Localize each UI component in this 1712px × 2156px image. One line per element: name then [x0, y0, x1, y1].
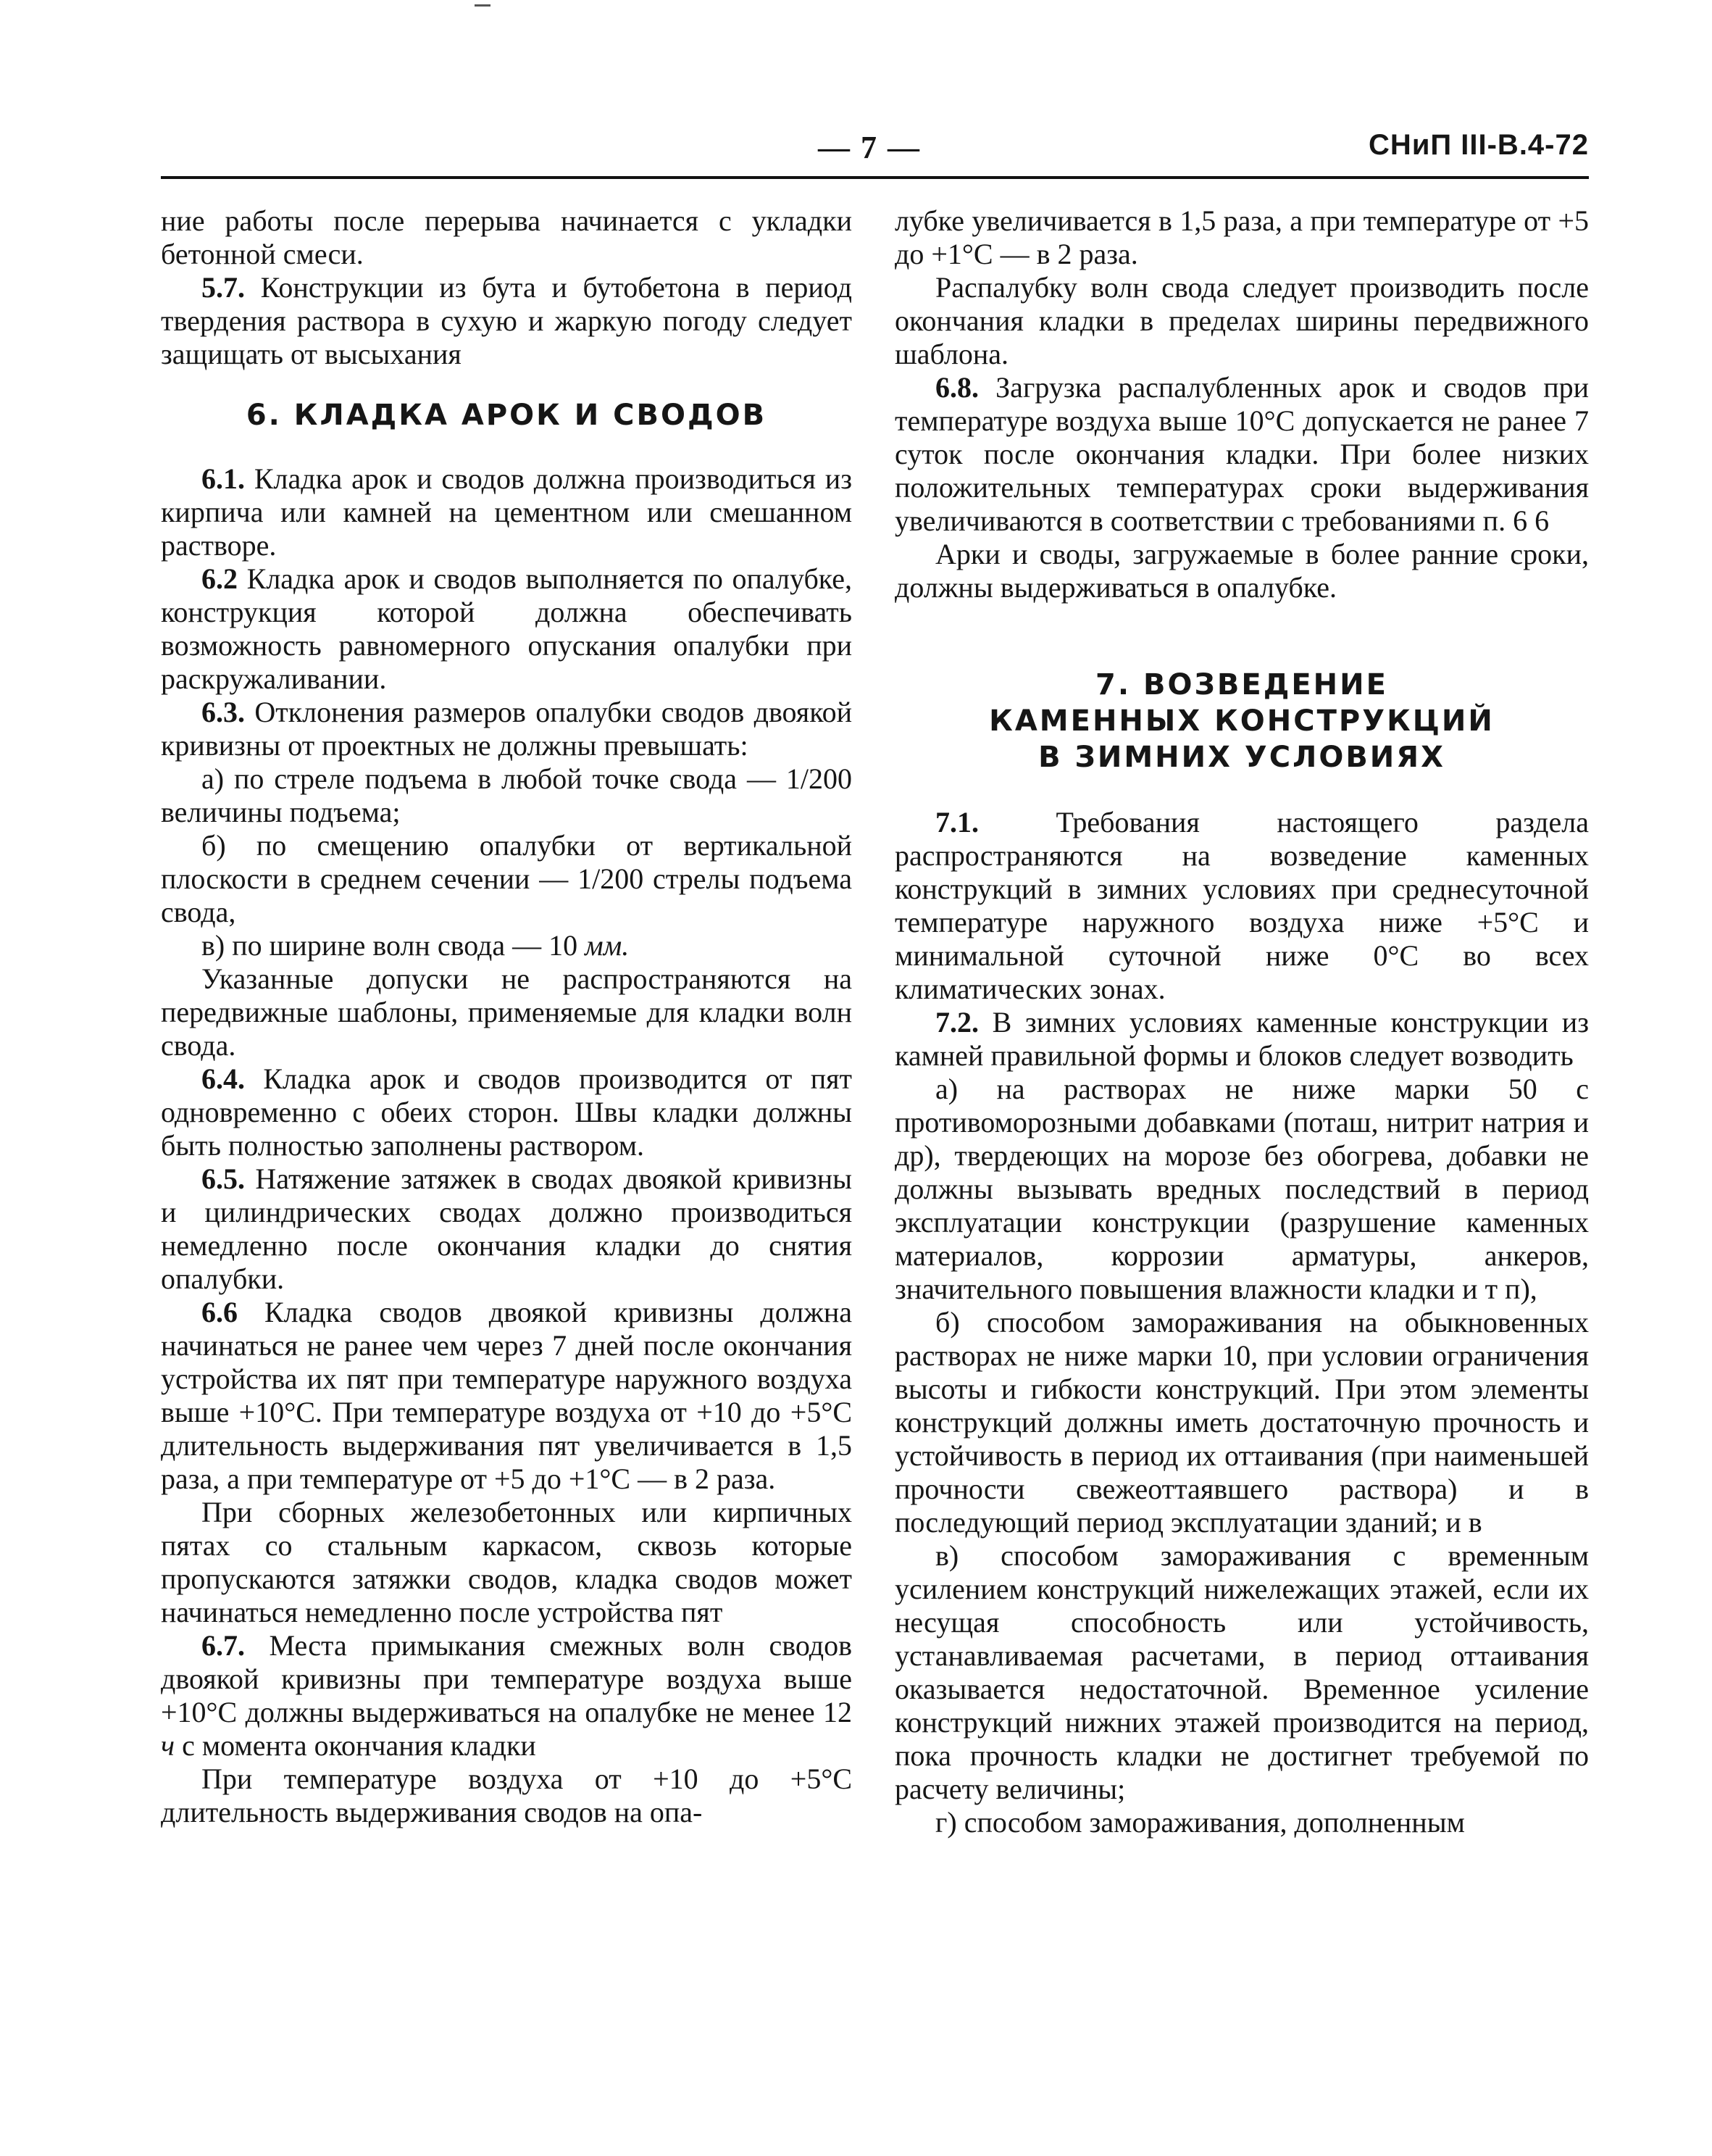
section-heading-6: 6. КЛАДКА АРОК И СВОДОВ — [246, 399, 767, 432]
clause-text: Требования настоящего раздела распространяются на возведение каменных конструкций в зимних условиях при среднесуточной температуре наружного воздуха ниже +5°С и минимальной суточной ниже 0°С во всех климатических зонах. — [895, 806, 1589, 1005]
clause-number: 6.1. — [201, 462, 245, 495]
list-item-g: г) способом замораживания, дополненным — [935, 1806, 1465, 1839]
clause-6-6 — [161, 1296, 852, 1496]
clause-number: 7.1. — [935, 806, 979, 838]
page-number: — 7 — — [818, 130, 921, 165]
clause-text: Загрузка распалубленных арок и сводов при температуре воздуха выше 10°С допускается не ранее 7 суток после окончания кладки. При более низких положительных температурах сроки выдерживания увеличиваются в соответствии с требованиями п. 6 6 — [895, 371, 1589, 537]
list-item-v: в) способом замораживания с временным усилением конструкций нижележащих этажей, если их несущая способность или устойчивость, устанавливаемая расчетами, в период оттаивания оказывается недостаточной. Временное усиление конструкций нижних этажей производится на период, пока прочность кладки не достигнет требуемой по расчету величины; — [895, 1539, 1589, 1805]
clause-6-4 — [161, 1062, 852, 1162]
clause-number: 6.7. — [201, 1629, 245, 1662]
paragraph-continuation: ние работы после перерыва начинается с укладки бетонной смеси. — [161, 204, 852, 270]
clause-5-7 — [161, 271, 852, 371]
clause-number: 6.6 — [201, 1296, 238, 1328]
right-column — [895, 204, 1589, 1839]
clause-text: В зимних условиях каменные конструкции из камней правильной формы и блоков следует возводить — [895, 1006, 1589, 1072]
list-item-a: а) по стреле подъема в любой точке свода — 1/200 величины подъема; — [161, 762, 852, 828]
formwork-removal-paragraph: Распалубку волн свода следует производить после окончания кладки в пределах ширины передвижного шаблона. — [895, 271, 1589, 370]
document-code: СНиП III-В.4-72 — [1369, 129, 1589, 161]
clause-number: 6.4. — [201, 1062, 245, 1095]
list-item-text: в) по ширине волн свода — 10 — [201, 929, 585, 962]
clause-6-8 — [895, 371, 1589, 538]
temperature-paragraph: При температуре воздуха от +10 до +5°С длительность выдерживания сводов на опа- — [161, 1762, 852, 1828]
clause-text: Кладка арок и сводов производится от пят одновременно с обеих сторон. Швы кладки должны быть полностью заполнены раствором. — [161, 1062, 852, 1162]
clause-text: Конструкции из бута и бутобетона в период твердения раствора в сухую и жаркую погоду следует защищать от высыхания — [161, 271, 852, 370]
clause-number: 5.7. — [201, 271, 245, 304]
clause-text-end: с момента окончания кладки — [175, 1729, 536, 1762]
precast-paragraph: При сборных железобетонных или кирпичных пятах со стальным каркасом, сквозь которые пропускаются затяжки сводов, кладка сводов может начинаться немедленно после устройства пят — [161, 1496, 852, 1628]
clause-text: Кладка арок и сводов должна производиться из кирпича или камней на цементном или смешанном растворе. — [161, 462, 852, 562]
clause-text: Натяжение затяжек в сводах двоякой кривизны и цилиндрических сводах должно производиться немедленно после окончания кладки до снятия опалубки. — [161, 1162, 852, 1295]
clause-6-1 — [161, 462, 852, 562]
top-edge-mark — [475, 4, 490, 7]
clause-text: Отклонения размеров опалубки сводов двоякой кривизны от проектных не должны превышать: — [161, 696, 852, 762]
left-column — [161, 204, 852, 1829]
clause-7-1 — [895, 806, 1589, 1006]
clause-6-5 — [161, 1162, 852, 1296]
clause-number: 6.2 — [201, 562, 238, 595]
heading-line: В ЗИМНИХ УСЛОВИЯХ — [1038, 741, 1445, 774]
clause-7-2 — [895, 1006, 1589, 1073]
header-rule — [161, 176, 1589, 179]
unit-label: ч — [161, 1729, 175, 1762]
list-item-b: б) по смещению опалубки от вертикальной плоскости в среднем сечении — 1/200 стрелы подъема свода, — [161, 829, 852, 928]
paragraph-continuation: лубке увеличивается в 1,5 раза, а при температуре от +5 до +1°С — в 2 раза. — [895, 204, 1589, 270]
clause-6-3 — [161, 696, 852, 762]
clause-text: Кладка сводов двоякой кривизны должна начинаться не ранее чем через 7 дней после окончания устройства их пят при температуре наружного воздуха выше +10°С. При температуре воздуха от +10 до +5°С длительность выдерживания пят увеличивается в 1,5 раза, а при температуре от +5 до +1°С — в 2 раза. — [161, 1296, 852, 1495]
clause-number: 6.8. — [935, 371, 979, 404]
heading-line: КАМЕННЫХ КОНСТРУКЦИЙ — [989, 704, 1495, 738]
clause-number: 6.5. — [201, 1162, 245, 1195]
clause-6-2 — [161, 562, 852, 696]
clause-number: 6.3. — [201, 696, 245, 728]
list-item-b: б) способом замораживания на обыкновенных растворах не ниже марки 10, при условии ограничения высоты и гибкости конструкций. При этом элементы конструкций должны иметь достаточную прочность и устойчивость в период их оттаивания (при наименьшей прочности свежеоттаявшего раствора) и в последующий период эксплуатации зданий; и в — [895, 1306, 1589, 1539]
clause-number: 7.2. — [935, 1006, 979, 1039]
heading-line: 7. ВОЗВЕДЕНИЕ — [1095, 668, 1388, 702]
clause-6-7 — [161, 1629, 852, 1762]
unit-label: мм. — [585, 929, 630, 962]
list-item-a: а) на растворах не ниже марки 50 с противоморозными добавками (поташ, нитрит натрия и др), твердеющих на морозе без обогрева, добавки не должны вызывать вредных последствий в период эксплуатации конструкции (разрушение каменных материалов, коррозии арматуры, анкеров, значительного повышения влажности кладки и т п), — [895, 1073, 1589, 1305]
clause-text: Кладка арок и сводов выполняется по опалубке, конструкция которой должна обеспечивать возможность равномерного опускания опалубки при раскружаливании. — [161, 562, 852, 695]
early-loading-paragraph: Арки и своды, загружаемые в более ранние сроки, должны выдерживаться в опалубке. — [895, 538, 1589, 604]
section-heading-7 — [895, 667, 1589, 775]
tolerance-note: Указанные допуски не распространяются на передвижные шаблоны, применяемые для кладки волн свода. — [161, 962, 852, 1062]
clause-text: Места примыкания смежных волн сводов двоякой кривизны при температуре воздуха выше +10°С должны выдерживаться на опалубке не менее 12 — [161, 1629, 852, 1728]
list-item-v — [161, 929, 852, 962]
